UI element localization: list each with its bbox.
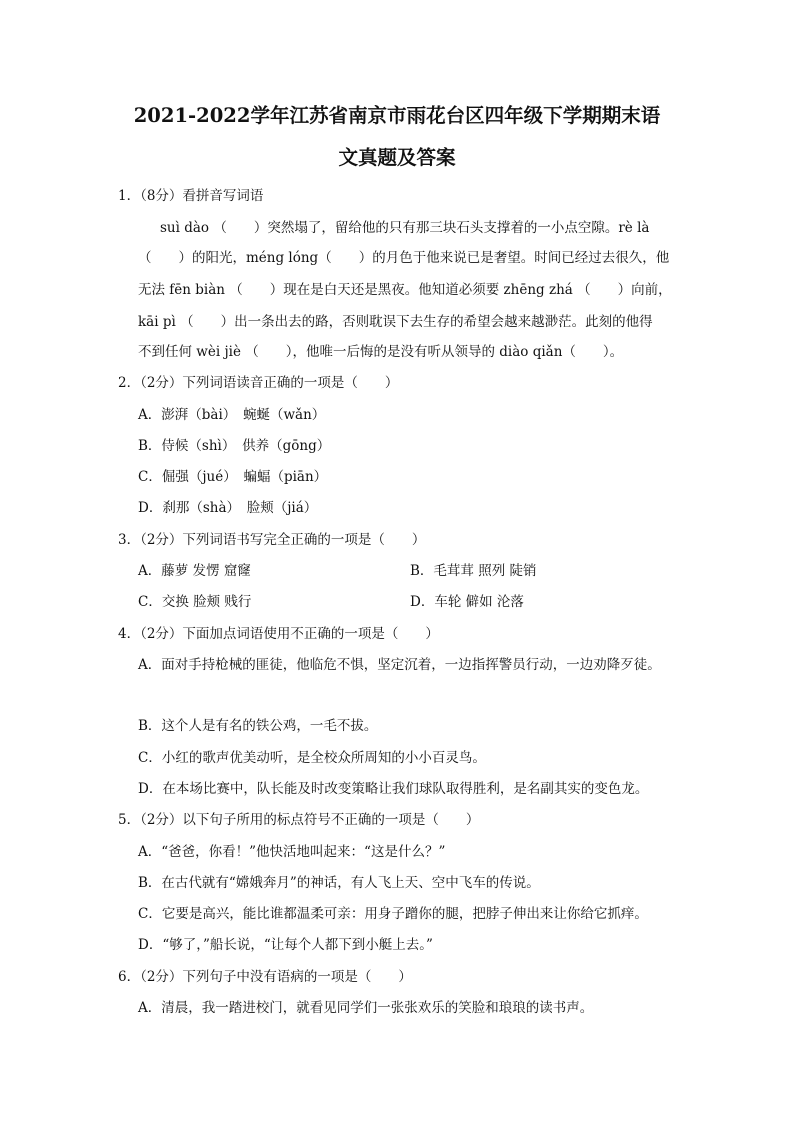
question-1-line-5: 不到任何 wèi jiè （ ），他唯一后悔的是没有听从领导的 diào qiǎn（ ）。 xyxy=(138,344,624,360)
question-3-stem: 3．（2分）下列词语书写完全正确的一项是（ ） xyxy=(118,532,426,548)
question-2-stem: 2．（2分）下列词语读音正确的一项是（ ） xyxy=(118,375,399,391)
question-5-option-b: B．在古代就有“嫦娥奔月”的神话，有人飞上天、空中飞车的传说。 xyxy=(138,875,540,891)
question-1-stem: 1．（8分）看拼音写词语 xyxy=(118,188,264,204)
question-1-line-3: 无法 fēn biàn （ ）现在是白天还是黑夜。他知道必须要 zhēng zhá （ ）向前， xyxy=(138,282,672,298)
question-1-line-2: （ ）的阳光，méng lóng（ ）的月色于他来说已是奢望。时间已经过去很久，他 xyxy=(138,250,670,266)
question-2-option-a: A．澎湃（bài） 蜿蜒（wǎn） xyxy=(138,407,326,423)
question-5-option-c: C．它要是高兴，能比谁都温柔可亲：用身子蹭你的腿，把脖子伸出来让你给它抓痒。 xyxy=(138,906,648,922)
question-3-option-d: D．车轮 僻如 沦落 xyxy=(410,594,524,610)
question-2-option-b: B．侍候（shì） 供养（gōng） xyxy=(138,438,331,454)
question-6-stem: 6．（2分）下列句子中没有语病的一项是（ ） xyxy=(118,969,412,985)
question-6-option-a: A．清晨，我一踏进校门，就看见同学们一张张欢乐的笑脸和琅琅的读书声。 xyxy=(138,1000,594,1016)
question-4-option-c: C．小红的歌声优美动听，是全校众所周知的小小百灵鸟。 xyxy=(138,750,486,766)
page-title-line-1: 2021-2022学年江苏省南京市雨花台区四年级下学期期末语 xyxy=(133,104,661,127)
question-5-option-d: D．“够了，”船长说，“让每个人都下到小艇上去。” xyxy=(138,937,433,953)
question-4-option-d: D．在本场比赛中，队长能及时改变策略让我们球队取得胜利，是名副其实的变色龙。 xyxy=(138,781,649,797)
question-2-option-d: D．刹那（shà） 脸颊（jiá） xyxy=(138,500,318,516)
question-5-stem: 5．（2分）以下句子所用的标点符号不正确的一项是（ ） xyxy=(118,812,480,828)
question-4-option-a: A．面对手持枪械的匪徒，他临危不惧，坚定沉着，一边指挥警员行动，一边劝降歹徒。 xyxy=(138,657,661,673)
question-5-option-a: A．“爸爸，你看！”他快活地叫起来：“这是什么？” xyxy=(138,844,446,860)
question-2-option-c: C．倔强（jué） 蝙蝠（piān） xyxy=(138,469,328,485)
question-3-option-c: C．交换 脸颊 贱行 xyxy=(138,594,252,610)
page-title-line-2: 文真题及答案 xyxy=(338,146,456,169)
question-3-option-b: B．毛茸茸 照列 陡销 xyxy=(410,563,537,579)
question-1-line-1: suì dào （ ）突然塌了，留给他的只有那三块石头支撑着的一小点空隙。rè là xyxy=(160,220,650,236)
question-3-option-a: A．藤萝 发愣 窟窿 xyxy=(138,563,251,579)
question-1-line-4: kāi pì （ ）出一条出去的路，否则耽误下去生存的希望会越来越渺茫。此刻的他得 xyxy=(138,314,653,330)
question-4-stem: 4．（2分）下面加点词语使用不正确的一项是（ ） xyxy=(118,626,439,642)
question-4-option-b: B．这个人是有名的铁公鸡，一毛不拔。 xyxy=(138,718,378,734)
